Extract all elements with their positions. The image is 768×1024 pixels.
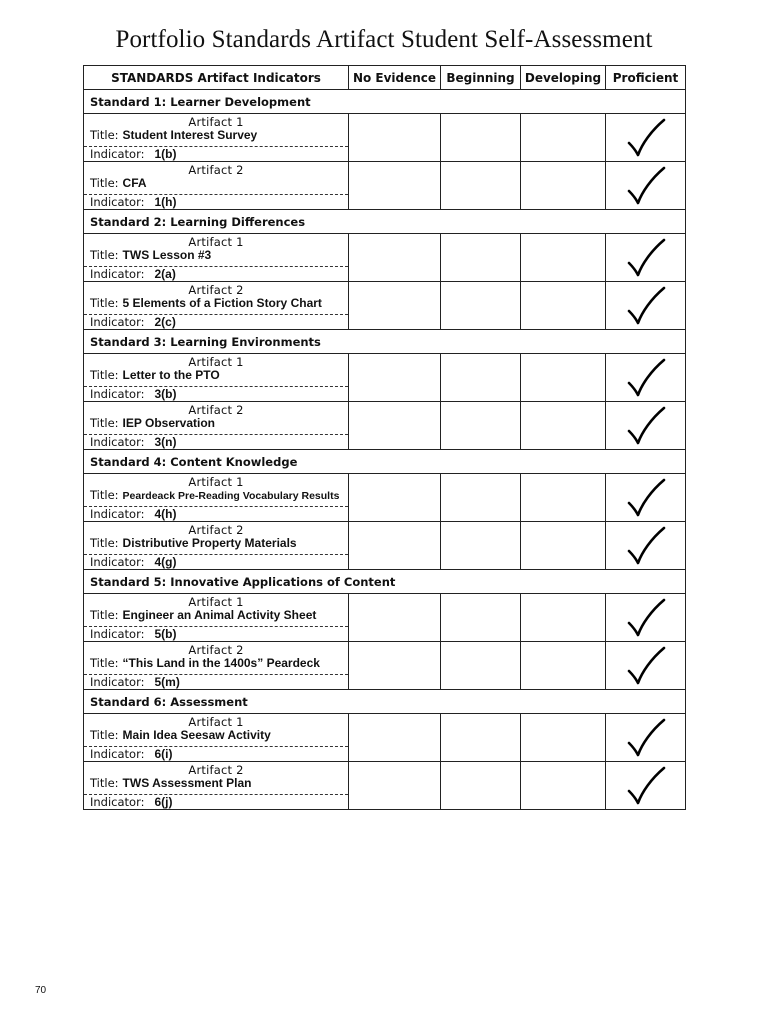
title-label: Title: <box>90 128 119 142</box>
checkmark-icon <box>626 598 666 638</box>
artifact-label: Artifact 2 <box>188 403 244 417</box>
artifact-label: Artifact 2 <box>188 163 244 177</box>
checkmark-icon <box>626 238 666 278</box>
rating-cell-developing <box>521 282 606 330</box>
rating-cell-proficient <box>606 714 686 762</box>
artifact-indicator-cell <box>84 762 349 810</box>
checkmark-icon <box>626 406 666 446</box>
artifact-indicator-cell <box>84 114 349 162</box>
artifact-row <box>84 594 686 642</box>
artifact-indicator: 1(b) <box>154 147 177 161</box>
artifact-indicator-cell <box>84 474 349 522</box>
artifact-indicator-line <box>90 435 177 449</box>
standard-heading: Standard 3: Learning Environments <box>84 330 686 354</box>
standard-heading: Standard 4: Content Knowledge <box>84 450 686 474</box>
artifact-indicator: 6(i) <box>154 747 173 761</box>
rating-cell-beginning <box>441 714 521 762</box>
checkmark-icon <box>626 478 666 518</box>
artifact-indicator-line <box>90 267 176 281</box>
artifact-indicator: 6(j) <box>154 795 173 809</box>
rating-cell-beginning <box>441 114 521 162</box>
rating-cell-proficient <box>606 114 686 162</box>
artifact-title-line <box>90 176 348 193</box>
artifact-title: Main Idea Seesaw Activity <box>122 728 271 742</box>
artifact-row <box>84 354 686 402</box>
header-row <box>84 66 686 90</box>
rating-cell-proficient <box>606 282 686 330</box>
artifact-label: Artifact 2 <box>188 643 244 657</box>
title-label: Title: <box>90 608 119 622</box>
rating-cell-proficient <box>606 642 686 690</box>
checkmark-icon <box>626 286 666 326</box>
artifact-indicator: 3(b) <box>154 387 177 401</box>
rating-cell-proficient <box>606 402 686 450</box>
rating-cell-no-evidence <box>349 402 441 450</box>
rating-cell-beginning <box>441 762 521 810</box>
checkmark-icon <box>626 718 666 758</box>
column-header-proficient: Proficient <box>606 66 686 90</box>
artifact-title: “This Land in the 1400s” Peardeck <box>122 656 320 670</box>
rating-cell-no-evidence <box>349 282 441 330</box>
artifact-indicator-line <box>90 747 173 761</box>
artifact-indicator-cell <box>84 354 349 402</box>
indicator-label: Indicator: <box>90 747 145 761</box>
artifact-row <box>84 522 686 570</box>
rating-cell-beginning <box>441 402 521 450</box>
standard-heading: Standard 2: Learning Differences <box>84 210 686 234</box>
artifact-title: Peardeack Pre-Reading Vocabulary Results <box>122 490 340 502</box>
artifact-indicator-cell <box>84 522 349 570</box>
artifact-label: Artifact 2 <box>188 523 244 537</box>
standard-heading-row <box>84 690 686 714</box>
artifact-title: TWS Lesson #3 <box>122 248 212 262</box>
rating-cell-no-evidence <box>349 642 441 690</box>
artifact-label: Artifact 1 <box>188 235 244 249</box>
artifact-indicator-line <box>90 195 177 209</box>
indicator-label: Indicator: <box>90 387 145 401</box>
artifact-label: Artifact 1 <box>188 355 244 369</box>
artifact-indicator-cell <box>84 714 349 762</box>
rating-cell-no-evidence <box>349 522 441 570</box>
artifact-label: Artifact 1 <box>188 115 244 129</box>
checkmark-icon <box>626 526 666 566</box>
artifact-indicator: 5(m) <box>154 675 180 689</box>
rating-cell-developing <box>521 522 606 570</box>
rating-cell-developing <box>521 594 606 642</box>
rating-cell-beginning <box>441 594 521 642</box>
indicator-label: Indicator: <box>90 195 145 209</box>
artifact-row <box>84 474 686 522</box>
rating-cell-proficient <box>606 234 686 282</box>
rating-cell-proficient <box>606 522 686 570</box>
indicator-label: Indicator: <box>90 627 145 641</box>
column-header-indicators: STANDARDS Artifact Indicators <box>84 66 349 90</box>
rating-cell-beginning <box>441 282 521 330</box>
column-header-no-evidence: No Evidence <box>349 66 441 90</box>
artifact-row <box>84 402 686 450</box>
rating-cell-beginning <box>441 522 521 570</box>
artifact-label: Artifact 1 <box>188 595 244 609</box>
rating-cell-beginning <box>441 354 521 402</box>
rating-cell-developing <box>521 354 606 402</box>
artifact-indicator-line <box>90 555 177 569</box>
artifact-title: Engineer an Animal Activity Sheet <box>122 608 317 622</box>
artifact-title-line <box>90 536 348 553</box>
rating-cell-no-evidence <box>349 162 441 210</box>
rating-cell-proficient <box>606 762 686 810</box>
artifact-indicator-cell <box>84 594 349 642</box>
title-label: Title: <box>90 296 119 310</box>
indicator-label: Indicator: <box>90 435 145 449</box>
rating-cell-developing <box>521 714 606 762</box>
artifact-label: Artifact 2 <box>188 763 244 777</box>
artifact-title: Letter to the PTO <box>122 368 220 382</box>
artifact-title: IEP Observation <box>122 416 216 430</box>
artifact-title: CFA <box>122 176 147 190</box>
artifact-row <box>84 642 686 690</box>
artifact-row <box>84 234 686 282</box>
rating-cell-developing <box>521 762 606 810</box>
rating-cell-developing <box>521 234 606 282</box>
rating-cell-no-evidence <box>349 474 441 522</box>
artifact-indicator-cell <box>84 162 349 210</box>
artifact-indicator-cell <box>84 234 349 282</box>
artifact-indicator-line <box>90 627 177 641</box>
artifact-row <box>84 714 686 762</box>
page-title: Portfolio Standards Artifact Student Self-Assessment <box>115 26 653 53</box>
artifact-label: Artifact 1 <box>188 475 244 489</box>
artifact-indicator-line <box>90 147 177 161</box>
standard-heading: Standard 1: Learner Development <box>84 90 686 114</box>
page-number: 70 <box>35 985 47 996</box>
rating-cell-beginning <box>441 162 521 210</box>
artifact-title: Distributive Property Materials <box>122 536 297 550</box>
artifact-title-line <box>90 296 348 313</box>
title-label: Title: <box>90 248 119 262</box>
rating-cell-beginning <box>441 474 521 522</box>
standard-heading-row <box>84 570 686 594</box>
artifact-title: Student Interest Survey <box>122 128 258 142</box>
rating-cell-proficient <box>606 594 686 642</box>
artifact-title-line <box>90 368 348 385</box>
title-label: Title: <box>90 776 119 790</box>
artifact-label: Artifact 2 <box>188 283 244 297</box>
standard-heading-row <box>84 450 686 474</box>
rating-cell-beginning <box>441 234 521 282</box>
rating-cell-proficient <box>606 474 686 522</box>
artifact-title-line <box>90 416 348 433</box>
artifact-indicator-line <box>90 675 180 689</box>
indicator-label: Indicator: <box>90 507 145 521</box>
artifact-indicator-line <box>90 507 177 521</box>
artifact-title-line <box>90 248 348 265</box>
checkmark-icon <box>626 358 666 398</box>
artifact-indicator: 4(h) <box>154 507 177 521</box>
artifact-indicator-line <box>90 795 173 809</box>
standard-heading: Standard 5: Innovative Applications of Content <box>84 570 686 594</box>
column-header-developing: Developing <box>521 66 606 90</box>
rating-cell-proficient <box>606 162 686 210</box>
artifact-indicator-line <box>90 387 177 401</box>
artifact-indicator: 2(a) <box>154 267 176 281</box>
rating-cell-no-evidence <box>349 594 441 642</box>
title-label: Title: <box>90 536 119 550</box>
rating-cell-developing <box>521 402 606 450</box>
artifact-indicator-cell <box>84 282 349 330</box>
artifact-title-line <box>90 656 348 673</box>
rating-cell-no-evidence <box>349 114 441 162</box>
indicator-label: Indicator: <box>90 147 145 161</box>
indicator-label: Indicator: <box>90 675 145 689</box>
artifact-row <box>84 762 686 810</box>
rating-cell-no-evidence <box>349 762 441 810</box>
title-label: Title: <box>90 656 119 670</box>
title-label: Title: <box>90 728 119 742</box>
standard-heading-row <box>84 330 686 354</box>
artifact-title: 5 Elements of a Fiction Story Chart <box>122 296 322 310</box>
artifact-title-line <box>90 608 348 625</box>
artifact-row <box>84 114 686 162</box>
rating-cell-no-evidence <box>349 234 441 282</box>
title-label: Title: <box>90 416 119 430</box>
title-label: Title: <box>90 488 119 502</box>
artifact-indicator: 3(n) <box>154 435 177 449</box>
artifact-title: TWS Assessment Plan <box>122 776 252 790</box>
artifact-title-line <box>90 128 348 145</box>
artifact-indicator: 4(g) <box>154 555 177 569</box>
checkmark-icon <box>626 646 666 686</box>
rating-cell-proficient <box>606 354 686 402</box>
standard-heading-row <box>84 210 686 234</box>
self-assessment-table <box>83 65 686 810</box>
indicator-label: Indicator: <box>90 267 145 281</box>
table-body <box>84 90 686 810</box>
indicator-label: Indicator: <box>90 315 145 329</box>
checkmark-icon <box>626 766 666 806</box>
title-label: Title: <box>90 176 119 190</box>
rating-cell-beginning <box>441 642 521 690</box>
rating-cell-developing <box>521 642 606 690</box>
artifact-indicator-line <box>90 315 176 329</box>
standard-heading: Standard 6: Assessment <box>84 690 686 714</box>
rating-cell-developing <box>521 474 606 522</box>
artifact-row <box>84 282 686 330</box>
artifact-indicator-cell <box>84 642 349 690</box>
artifact-indicator: 2(c) <box>154 315 176 329</box>
artifact-indicator: 1(h) <box>154 195 177 209</box>
rating-cell-developing <box>521 162 606 210</box>
rating-cell-no-evidence <box>349 714 441 762</box>
artifact-indicator-cell <box>84 402 349 450</box>
checkmark-icon <box>626 118 666 158</box>
rating-cell-no-evidence <box>349 354 441 402</box>
artifact-indicator: 5(b) <box>154 627 177 641</box>
title-label: Title: <box>90 368 119 382</box>
artifact-label: Artifact 1 <box>188 715 244 729</box>
indicator-label: Indicator: <box>90 795 145 809</box>
artifact-title-line <box>90 728 348 745</box>
column-header-beginning: Beginning <box>441 66 521 90</box>
indicator-label: Indicator: <box>90 555 145 569</box>
artifact-row <box>84 162 686 210</box>
checkmark-icon <box>626 166 666 206</box>
artifact-title-line <box>90 488 348 505</box>
artifact-title-line <box>90 776 348 793</box>
rating-cell-developing <box>521 114 606 162</box>
standard-heading-row <box>84 90 686 114</box>
